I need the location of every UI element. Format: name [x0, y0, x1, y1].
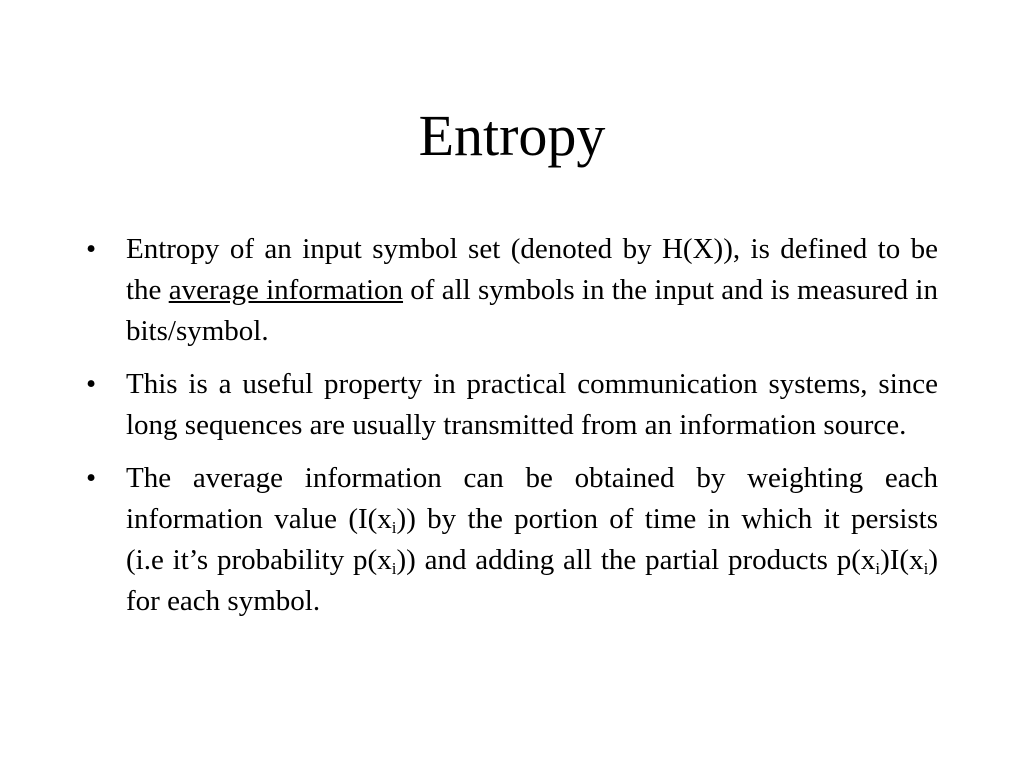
bullet-text: of all symbols in the input and is measured in bits/symbol. — [126, 274, 938, 347]
bullet-item-entropy-definition — [80, 229, 938, 352]
subscript: i — [391, 559, 397, 578]
bullet-icon: • — [86, 233, 97, 265]
slide-title: Entropy — [418, 103, 606, 168]
bullet-text: ) for each symbol. — [126, 544, 938, 617]
bullet-list — [80, 229, 938, 634]
bullet-text: )I(x — [880, 544, 924, 576]
bullet-icon: • — [86, 462, 97, 494]
bullet-icon: • — [86, 368, 97, 400]
bullet-item-average-information — [80, 458, 938, 622]
subscript: i — [923, 559, 929, 578]
bullet-text: This is a useful property in practical communication systems, since long sequences are usually transmitted from an information source. — [126, 368, 938, 441]
bullet-text: Entropy of an input symbol set (denoted by H(X)), is defined to be the — [126, 233, 938, 306]
bullet-text: )) and adding all the partial products p(x — [396, 544, 876, 576]
bullet-text: The average information can be obtained by weighting each information value (I(x — [126, 462, 938, 535]
bullet-item-useful-property — [80, 364, 938, 446]
subscript: i — [391, 518, 397, 537]
bullet-text: )) by the portion of time in which it persists (i.e it’s probability p(x — [126, 503, 938, 576]
underlined-term: average information — [168, 274, 404, 306]
subscript: i — [875, 559, 881, 578]
